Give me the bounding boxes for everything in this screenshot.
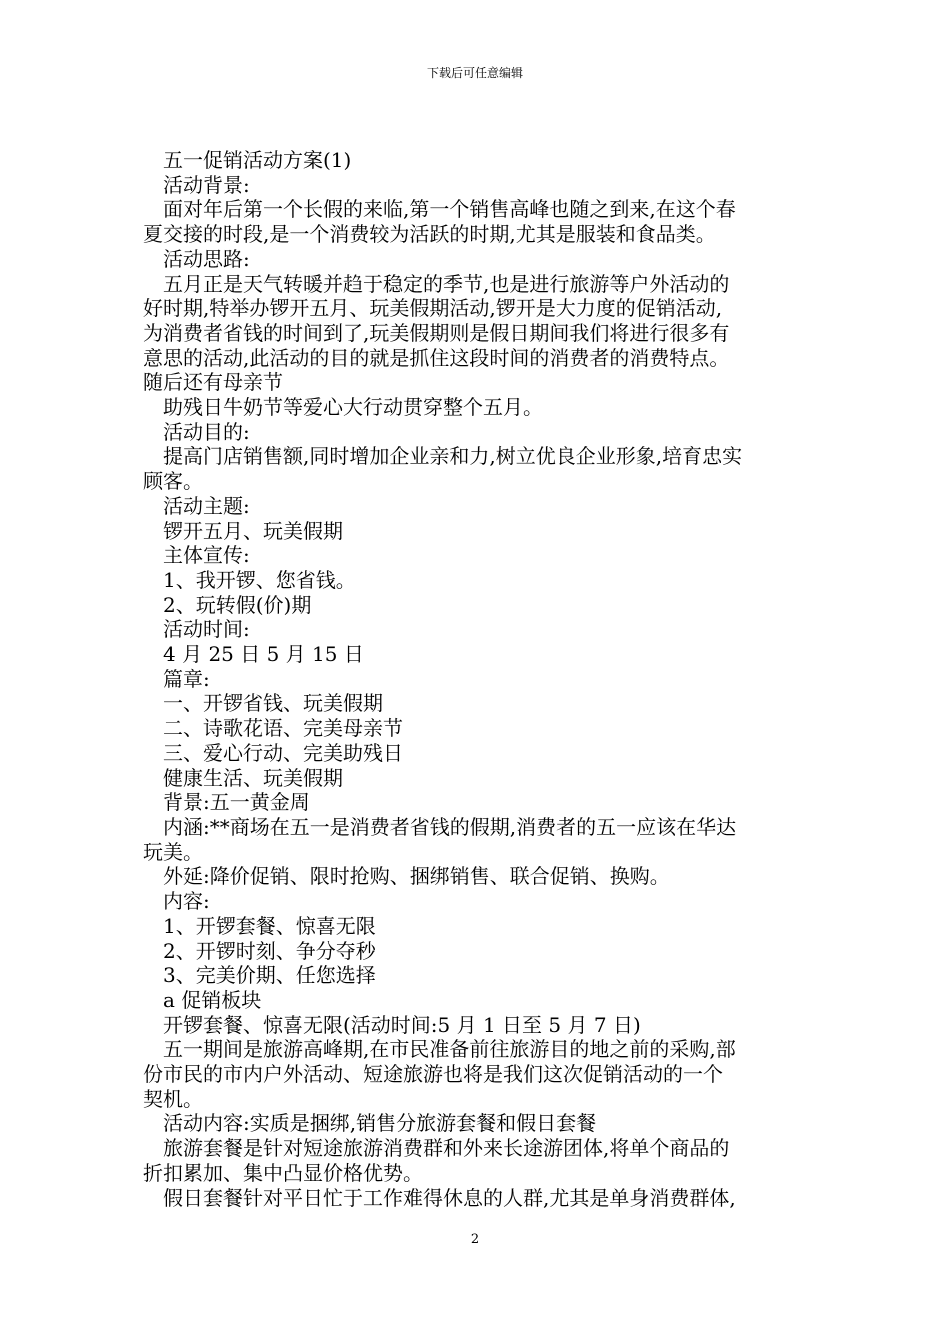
text-line: 1、开锣套餐、惊喜无限 <box>163 913 376 938</box>
text-line: 份市民的市内户外活动、短途旅游也将是我们这次促销活动的一个 <box>143 1062 723 1087</box>
text-line: 篇章: <box>163 666 210 691</box>
text-line: 五一期间是旅游高峰期,在市民准备前往旅游目的地之前的采购,部 <box>163 1037 736 1062</box>
text-line: 活动时间: <box>163 617 250 642</box>
text-line: 五月正是天气转暖并趋于稳定的季节,也是进行旅游等户外活动的 <box>163 271 730 296</box>
text-line: 活动目的: <box>163 419 250 444</box>
text-line: 好时期,特举办锣开五月、玩美假期活动,锣开是大力度的促销活动, <box>143 296 723 321</box>
text-line: 2、玩转假(价)期 <box>163 592 312 617</box>
text-line: 契机。 <box>143 1086 203 1111</box>
text-line: 3、完美价期、任您选择 <box>163 963 376 988</box>
text-line: 假日套餐针对平日忙于工作难得休息的人群,尤其是单身消费群体, <box>163 1185 736 1210</box>
text-line: 意思的活动,此活动的目的就是抓住这段时间的消费者的消费特点。 <box>143 345 730 370</box>
text-line: 活动主题: <box>163 493 250 518</box>
text-line: 玩美。 <box>143 839 203 864</box>
text-line: 随后还有母亲节 <box>143 370 283 395</box>
text-line: 五一促销活动方案(1) <box>163 148 352 172</box>
text-line: 二、诗歌花语、完美母亲节 <box>163 716 403 741</box>
text-line: 2、开锣时刻、争分夺秒 <box>163 938 376 963</box>
text-line: 锣开五月、玩美假期 <box>163 518 343 543</box>
text-line: 活动思路: <box>163 246 250 271</box>
text-line: 4 月 25 日 5 月 15 日 <box>163 642 364 667</box>
text-line: 活动背景: <box>163 172 250 197</box>
text-line: 内涵:**商场在五一是消费者省钱的假期,消费者的五一应该在华达 <box>163 814 737 839</box>
text-line: 1、我开锣、您省钱。 <box>163 567 356 592</box>
text-line: 一、开锣省钱、玩美假期 <box>163 691 383 716</box>
text-line: 健康生活、玩美假期 <box>163 765 343 790</box>
text-line: 背景:五一黄金周 <box>163 790 310 815</box>
text-line: 顾客。 <box>143 469 203 494</box>
text-line: 内容: <box>163 889 210 914</box>
text-line: 外延:降价促销、限时抢购、捆绑销售、联合促销、换购。 <box>163 864 670 889</box>
page-number: 2 <box>470 1232 480 1247</box>
text-line: 折扣累加、集中凸显价格优势。 <box>143 1160 423 1185</box>
text-line: 提高门店销售额,同时增加企业亲和力,树立优良企业形象,培育忠实 <box>163 444 743 469</box>
text-line: 开锣套餐、惊喜无限(活动时间:5 月 1 日至 5 月 7 日) <box>163 1012 641 1037</box>
text-line: 旅游套餐是针对短途旅游消费群和外来长途游团体,将单个商品的 <box>163 1136 730 1161</box>
page-header: 下载后可任意编辑 <box>426 66 523 80</box>
text-line: 面对年后第一个长假的来临,第一个销售高峰也随之到来,在这个春 <box>163 197 736 222</box>
document-body <box>143 148 813 1210</box>
text-line: 夏交接的时段,是一个消费较为活跃的时期,尤其是服装和食品类。 <box>143 222 716 247</box>
text-line: 为消费者省钱的时间到了,玩美假期则是假日期间我们将进行很多有 <box>143 320 730 345</box>
text-line: 活动内容:实质是捆绑,销售分旅游套餐和假日套餐 <box>163 1111 597 1136</box>
text-line: 助残日牛奶节等爱心大行动贯穿整个五月。 <box>163 395 543 420</box>
text-line: 三、爱心行动、完美助残日 <box>163 740 403 765</box>
text-line: a 促销板块 <box>163 987 262 1012</box>
text-line: 主体宣传: <box>163 543 250 568</box>
